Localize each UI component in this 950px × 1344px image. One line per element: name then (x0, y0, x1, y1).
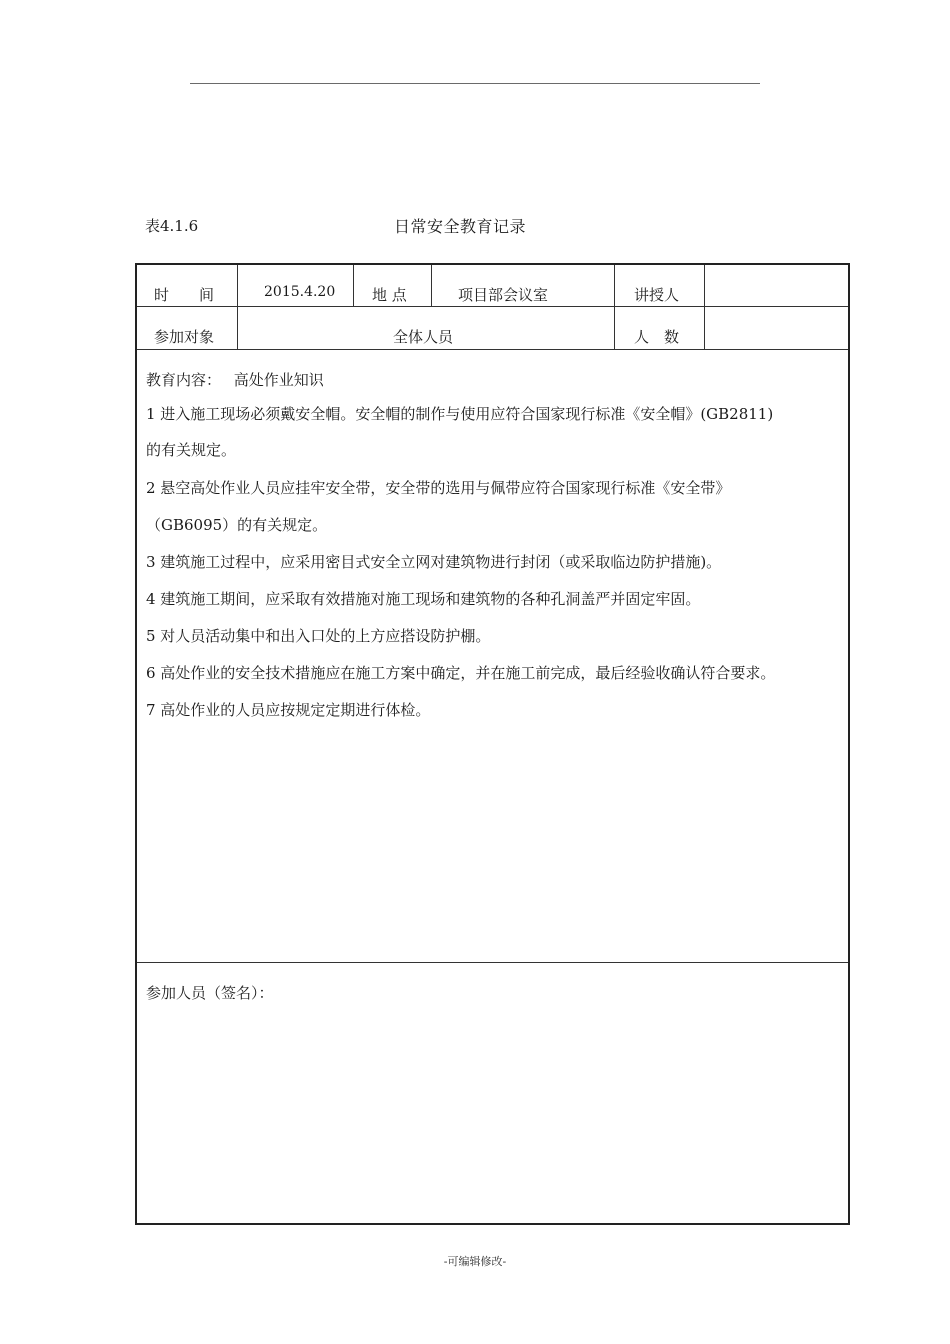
place-value[interactable]: 项目部会议室 (458, 286, 549, 304)
col-divider-4 (614, 265, 615, 349)
time-label: 时 间 (154, 286, 215, 304)
content-divider (137, 962, 848, 963)
col-divider-1 (237, 265, 238, 349)
content-line: 7 高处作业的人员应按规定定期进行体检。 (146, 701, 431, 719)
signature-area[interactable] (146, 1010, 839, 1213)
content-line: 1 进入施工现场必须戴安全帽。安全帽的制作与使用应符合国家现行标准《安全帽》(GB2811) (146, 405, 774, 423)
content-line: 2 悬空高处作业人员应挂牢安全带，安全带的选用与佩带应符合国家现行标准《安全带》 (146, 479, 731, 497)
content-label: 教育内容： (146, 371, 222, 389)
content-line: 5 对人员活动集中和出入口处的上方应搭设防护棚。 (146, 627, 491, 645)
content-topic: 高处作业知识 (233, 371, 324, 389)
col-divider-3 (431, 265, 432, 306)
header-rule (190, 83, 760, 84)
content-line: 6 高处作业的安全技术措施应在施工方案中确定，并在施工前完成，最后经验收确认符合要求。 (146, 664, 776, 682)
table-number: 表4.1.6 (145, 217, 199, 235)
place-label: 地 点 (372, 286, 407, 304)
content-line: 3 建筑施工过程中，应采用密目式安全立网对建筑物进行封闭（或采取临边防护措施)。 (146, 553, 722, 571)
content-line: 的有关规定。 (146, 441, 237, 459)
col-divider-2 (353, 265, 354, 306)
time-value[interactable]: 2015.4.20 (264, 284, 336, 300)
participants-label: 参加对象 (154, 328, 215, 346)
col-divider-5 (704, 265, 705, 349)
lecturer-label: 讲授人 (634, 286, 680, 304)
education-record-form (135, 263, 850, 1225)
footer-note: -可编辑修改- (443, 1255, 507, 1268)
row1-divider (137, 306, 848, 307)
participants-value[interactable]: 全体人员 (393, 328, 454, 346)
content-heading (146, 369, 324, 390)
content-line: 4 建筑施工期间，应采取有效措施对施工现场和建筑物的各种孔洞盖严并固定牢固。 (146, 590, 701, 608)
row2-divider (137, 349, 848, 350)
content-line: （GB6095）的有关规定。 (146, 516, 328, 534)
count-label: 人 数 (634, 328, 680, 346)
document-title: 日常安全教育记录 (394, 217, 527, 236)
signature-label: 参加人员（签名）： (146, 984, 274, 1002)
